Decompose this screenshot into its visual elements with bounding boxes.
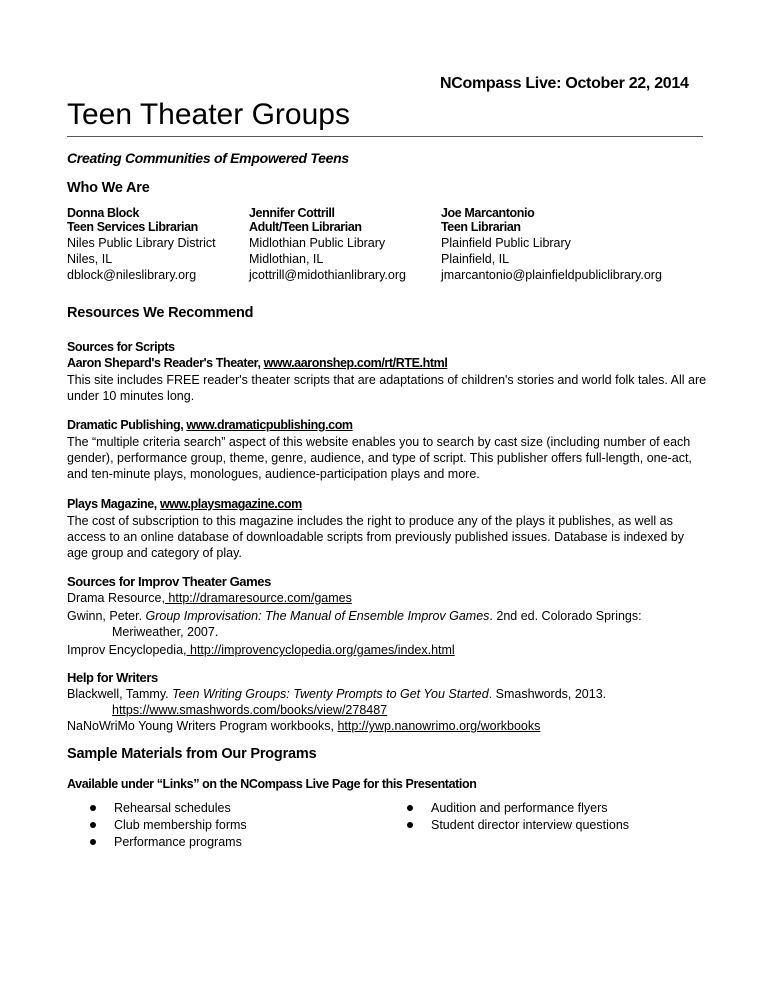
resource-name: Plays Magazine,	[67, 497, 160, 511]
bullet-icon	[90, 822, 96, 828]
bullet-icon	[407, 805, 413, 811]
list-item-label: Performance programs	[114, 835, 242, 849]
person-card-2	[249, 206, 406, 283]
person-card-1	[67, 206, 216, 283]
plays-magazine-link[interactable]: www.playsmagazine.com	[159, 497, 302, 511]
person-city: Midlothian, IL	[249, 252, 324, 266]
blackwell-title: Teen Writing Groups: Twenty Prompts to Get You Started	[172, 687, 489, 701]
person-city: Plainfield, IL	[441, 252, 510, 266]
page-title: Teen Theater Groups	[67, 98, 350, 131]
resource-name: Dramatic Publishing,	[67, 418, 187, 432]
drama-resource-line	[67, 590, 352, 606]
resource-desc-dramatic: The “multiple criteria search” aspect of this website enables you to search by cast size (including number of each gender), performance group, theme, genre, audience, and type of script. This publisher offers full-length, one-act, and ten-minute plays, monologues, audience-participation plays and more.	[67, 435, 692, 482]
blackwell-rest: . Smashwords, 2013.	[488, 687, 607, 701]
title-divider	[67, 136, 703, 137]
person-library: Plainfield Public Library	[441, 236, 571, 250]
dramatic-publishing-link[interactable]: www.dramaticpublishing.com	[186, 418, 353, 432]
improv-encyclopedia-label: Improv Encyclopedia,	[67, 643, 187, 657]
aaronshep-link[interactable]: www.aaronshep.com/rt/RTE.html	[263, 356, 448, 370]
resource-name: Aaron Shepard's Reader's Theater,	[67, 356, 264, 370]
gwinn-title: Group Improvisation: The Manual of Ensemble Improv Games	[145, 609, 490, 623]
list-item	[90, 801, 247, 818]
improv-encyclopedia-line	[67, 642, 455, 658]
resource-desc-plays: The cost of subscription to this magazine includes the right to produce any of the plays it publishes, as well as access to an online database of downloadable scripts from previously published issues. Database is indexed by age group and category of play.	[67, 514, 685, 561]
drama-resource-link[interactable]: http://dramaresource.com/games	[164, 591, 352, 605]
bullet-icon	[90, 839, 96, 845]
person-role: Teen Librarian	[441, 220, 521, 234]
list-item-label: Audition and performance flyers	[431, 801, 608, 815]
person-library: Midlothian Public Library	[249, 236, 386, 250]
person-role: Teen Services Librarian	[67, 220, 198, 234]
samples-subheading: Available under “Links” on the NCompass Live Page for this Presentation	[67, 777, 477, 791]
drama-resource-label: Drama Resource,	[67, 591, 165, 605]
resource-title-dramatic	[67, 418, 353, 432]
bullet-icon	[90, 805, 96, 811]
samples-list-right	[407, 801, 629, 835]
person-name: Jennifer Cottrill	[249, 206, 335, 220]
person-card-3	[441, 206, 662, 283]
list-item	[90, 835, 247, 852]
smashwords-link[interactable]: https://www.smashwords.com/books/view/278487	[112, 703, 388, 717]
gwinn-publisher: Meriweather, 2007.	[112, 625, 219, 639]
person-role: Adult/Teen Librarian	[249, 220, 362, 234]
improv-encyclopedia-link[interactable]: http://improvencyclopedia.org/games/index.html	[186, 643, 455, 657]
gwinn-citation	[67, 608, 642, 624]
who-we-are-heading: Who We Are	[67, 180, 150, 196]
gwinn-author: Gwinn, Peter.	[67, 609, 146, 623]
page-subtitle: Creating Communities of Empowered Teens	[67, 150, 349, 166]
person-email[interactable]: jmarcantonio@plainfieldpubliclibrary.org	[441, 268, 662, 282]
person-library: Niles Public Library District	[67, 236, 216, 250]
person-name: Donna Block	[67, 206, 139, 220]
person-email[interactable]: jcottrill@midothianlibrary.org	[249, 268, 406, 282]
person-email[interactable]: dblock@nileslibrary.org	[67, 268, 197, 282]
list-item	[407, 818, 629, 835]
person-name: Joe Marcantonio	[441, 206, 535, 220]
improv-heading: Sources for Improv Theater Games	[67, 574, 271, 589]
nanowrimo-line	[67, 718, 540, 734]
resource-title-aaronshep	[67, 356, 447, 370]
blackwell-author: Blackwell, Tammy.	[67, 687, 173, 701]
writers-heading: Help for Writers	[67, 670, 158, 685]
presentation-date: NCompass Live: October 22, 2014	[440, 75, 689, 92]
resources-heading: Resources We Recommend	[67, 305, 254, 321]
list-item-label: Club membership forms	[114, 818, 247, 832]
list-item-label: Rehearsal schedules	[114, 801, 231, 815]
bullet-icon	[407, 822, 413, 828]
blackwell-citation	[67, 686, 606, 702]
nanowrimo-label: NaNoWriMo Young Writers Program workbooks,	[67, 719, 338, 733]
scripts-heading: Sources for Scripts	[67, 340, 175, 354]
resource-title-plays	[67, 497, 302, 511]
gwinn-rest: . 2nd ed. Colorado Springs:	[489, 609, 642, 623]
person-city: Niles, IL	[67, 252, 113, 266]
nanowrimo-link[interactable]: http://ywp.nanowrimo.org/workbooks	[337, 719, 541, 733]
list-item-label: Student director interview questions	[431, 818, 630, 832]
resource-desc-aaronshep: This site includes FREE reader's theater scripts that are adaptations of children's stories and world folk tales. All are under 10 minutes long.	[67, 373, 707, 404]
samples-list-left	[90, 801, 247, 852]
list-item	[407, 801, 629, 818]
list-item	[90, 818, 247, 835]
samples-heading: Sample Materials from Our Programs	[67, 746, 317, 762]
